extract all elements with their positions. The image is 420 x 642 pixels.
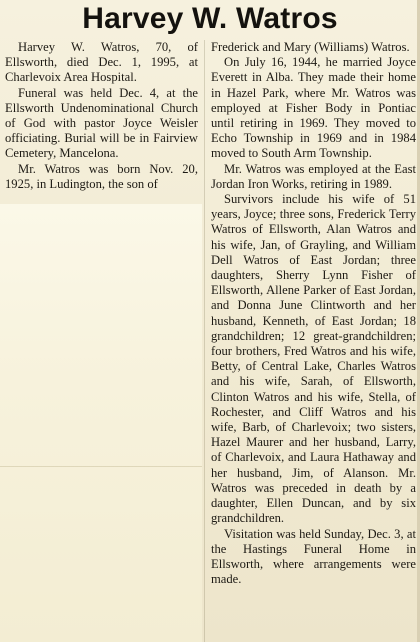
paragraph-marriage: On July 16, 1944, he married Joyce Everett in Alba. They made their home in Hazel Park, where Mr. Watros was employed at Fisher Body in Pontiac until retiring in 1969. They moved to Echo Township in 1969 and in 1984 moved to South Arm Township. bbox=[211, 55, 416, 161]
left-column bbox=[5, 40, 198, 192]
column-divider bbox=[204, 40, 205, 642]
paragraph-survivors: Survivors include his wife of 51 years, Joyce; three sons, Frederick Terry Watros of Ellsworth, Alan Watros and his wife, Jan, of Grayling, and William Dell Watros of East Jordan; three daughters, Sherry Lynn Fisher of Ellsworth, Allene Parker of East Jordan, and Donna June Clintworth and her husband, Kenneth, of East Jordan; 18 grandchildren; 12 great-grandchildren; four brothers, Fred Watros and his wife, Betty, of Central Lake, Charles Watros and his wife, Sarah, of Ellsworth, Clinton Watros and his wife, Stella, of Rochester, and Cliff Watros and his wife, Barb, of Charlevoix; two sisters, Hazel Maurer and her husband, Larry, of Charlevoix, and Laura Hathaway and her husband, Jim, of Alanson. Mr. Watros was preceded in death by a daughter, Ellen Duncan, and by six grandchildren. bbox=[211, 192, 416, 526]
paragraph-death-notice: Harvey W. Watros, 70, of Ellsworth, died Dec. 1, 1995, at Charlevoix Area Hospital. bbox=[5, 40, 198, 85]
paragraph-parents-continued: Frederick and Mary (Williams) Watros. bbox=[211, 40, 410, 54]
paragraph-funeral: Funeral was held Dec. 4, at the Ellsworth Undenominational Church of God with pastor Joyce Weisler officiating. Burial will be in Fairview Cemetery, Mancelona. bbox=[5, 85, 198, 161]
paragraph-employment: Mr. Watros was employed at the East Jordan Iron Works, retiring in 1989. bbox=[211, 161, 416, 191]
paragraph-visitation: Visitation was held Sunday, Dec. 3, at the Hastings Funeral Home in Ellsworth, where arrangements were made. bbox=[211, 526, 416, 587]
right-column bbox=[211, 40, 416, 587]
paper-fold-line bbox=[0, 466, 202, 467]
obituary-headline: Harvey W. Watros bbox=[82, 2, 338, 35]
paragraph-birth: Mr. Watros was born Nov. 20, 1925, in Ludington, the son of bbox=[5, 161, 198, 191]
blank-paper-area bbox=[0, 204, 202, 642]
